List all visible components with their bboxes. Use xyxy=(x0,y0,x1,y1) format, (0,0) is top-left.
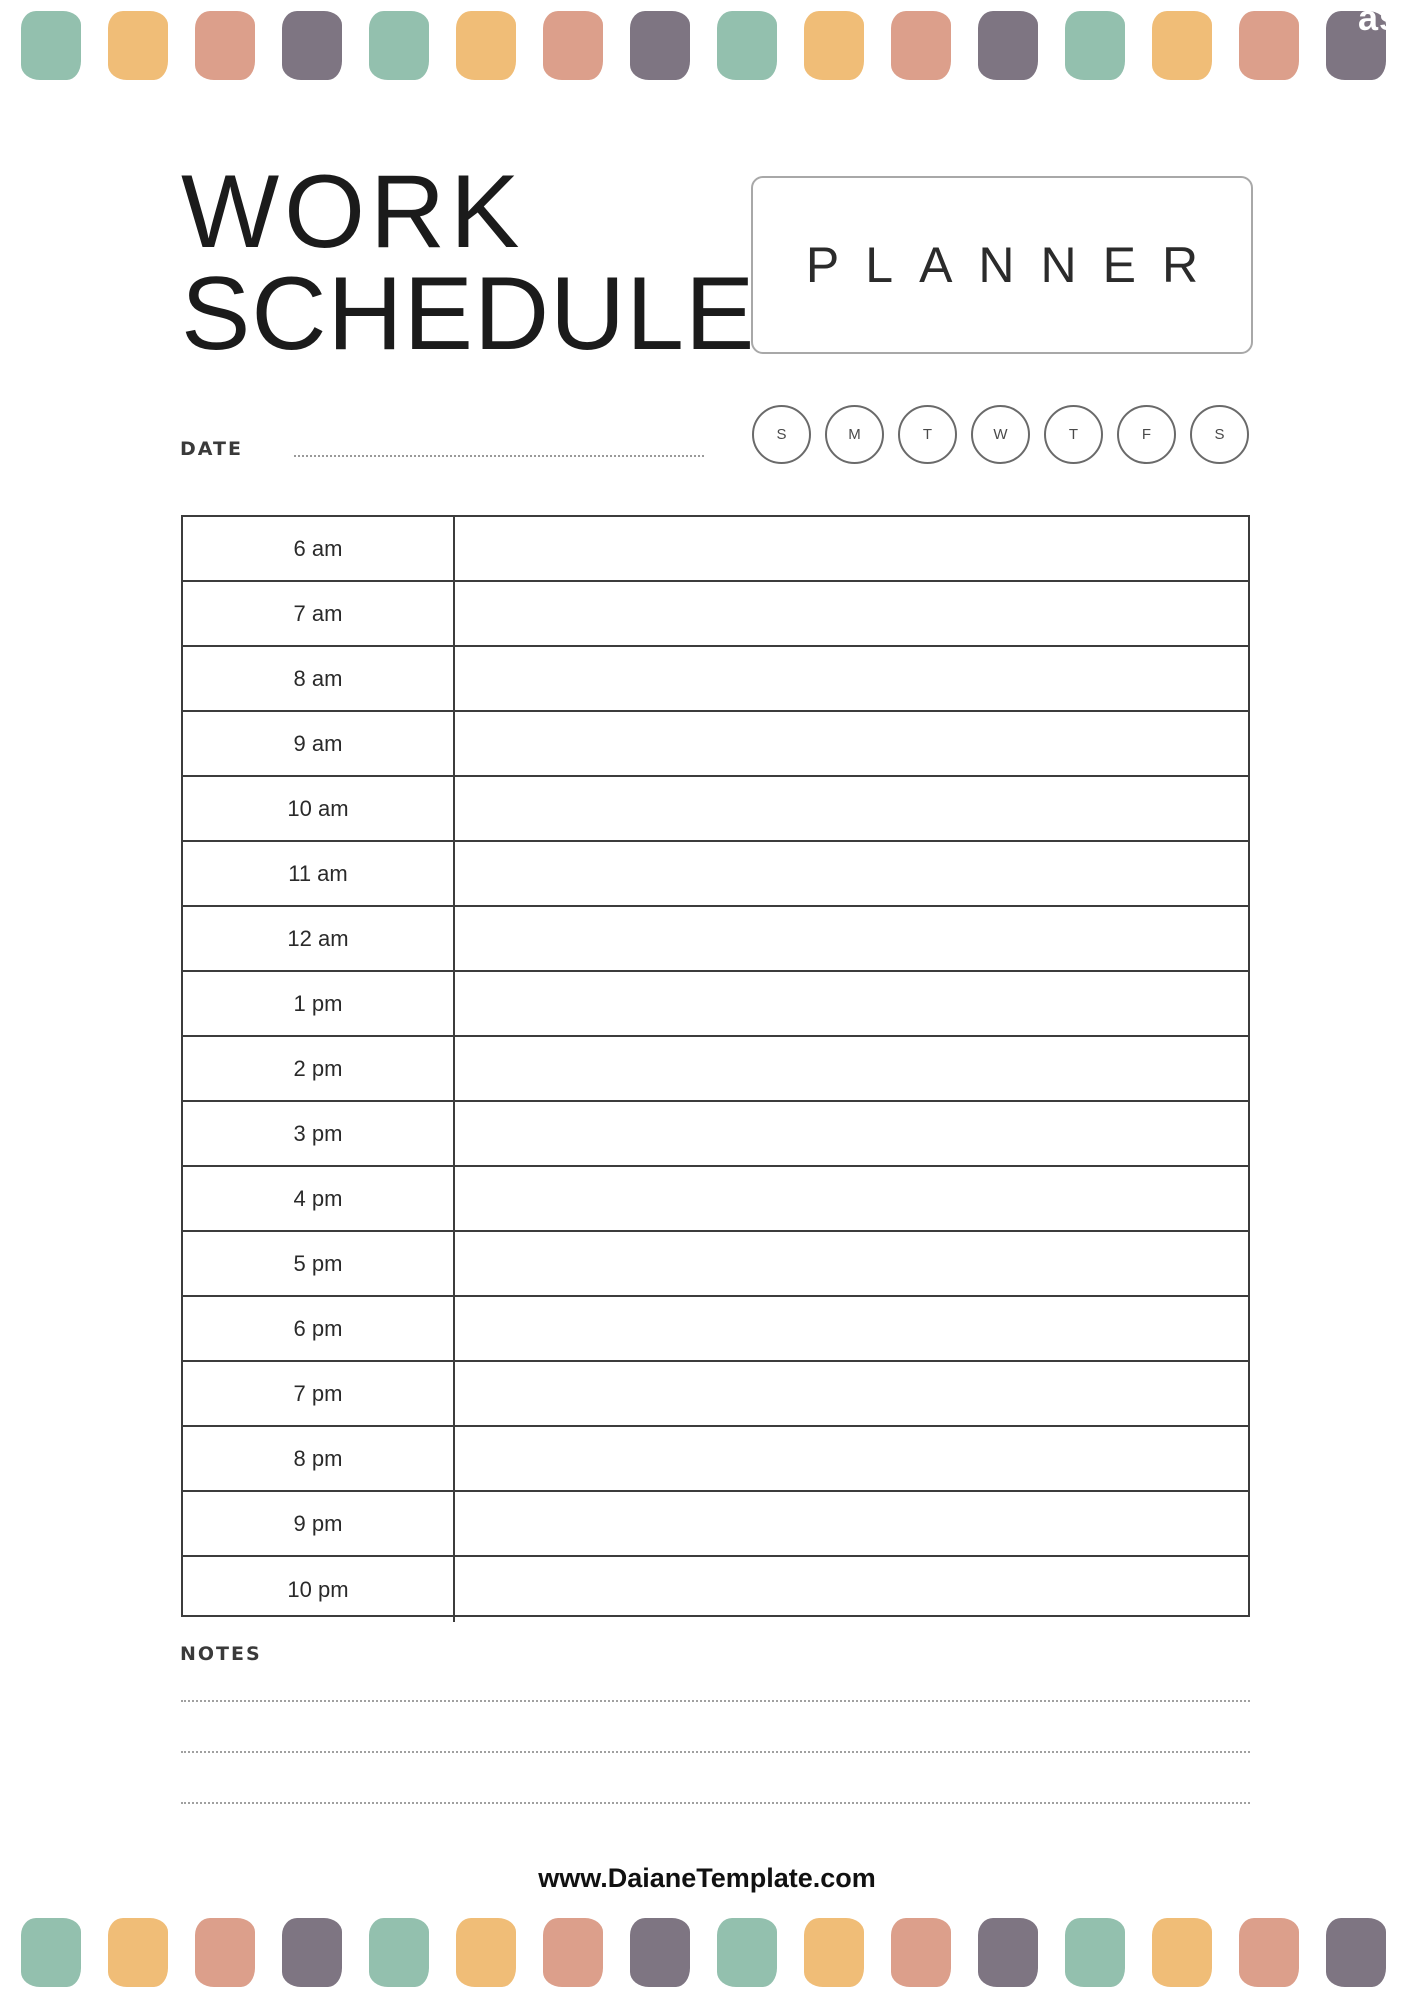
schedule-entry[interactable] xyxy=(455,1557,1248,1622)
footer-website: www.DaianeTemplate.com xyxy=(538,1863,876,1893)
title-schedule: SCHEDULE xyxy=(181,256,756,372)
schedule-entry[interactable] xyxy=(455,712,1248,775)
time-label: 6 am xyxy=(183,517,455,580)
schedule-entry[interactable] xyxy=(455,972,1248,1035)
time-label: 4 pm xyxy=(183,1167,455,1230)
time-label: 5 pm xyxy=(183,1232,455,1295)
schedule-row xyxy=(183,517,1248,582)
time-label: 11 am xyxy=(183,842,455,905)
schedule-entry[interactable] xyxy=(455,907,1248,970)
date-label: DATE xyxy=(180,438,243,460)
time-label: 2 pm xyxy=(183,1037,455,1100)
time-label: 10 pm xyxy=(183,1557,455,1622)
color-swatch xyxy=(891,1918,951,1987)
schedule-entry[interactable] xyxy=(455,1037,1248,1100)
color-swatch xyxy=(717,11,777,80)
schedule-row xyxy=(183,1102,1248,1167)
schedule-row xyxy=(183,1557,1248,1622)
color-swatch xyxy=(282,1918,342,1987)
weekday-circle[interactable]: W xyxy=(971,405,1030,464)
color-swatch xyxy=(1152,11,1212,80)
color-swatch xyxy=(369,1918,429,1987)
decorative-top-border xyxy=(0,0,1414,81)
time-label: 8 pm xyxy=(183,1427,455,1490)
color-swatch xyxy=(630,1918,690,1987)
color-swatch xyxy=(21,1918,81,1987)
color-swatch xyxy=(369,11,429,80)
weekday-circle[interactable]: S xyxy=(1190,405,1249,464)
schedule-entry[interactable] xyxy=(455,517,1248,580)
time-label: 1 pm xyxy=(183,972,455,1035)
schedule-row xyxy=(183,1427,1248,1492)
color-swatch xyxy=(456,1918,516,1987)
note-line[interactable] xyxy=(181,1700,1250,1702)
weekday-circle[interactable]: M xyxy=(825,405,884,464)
color-swatch xyxy=(804,1918,864,1987)
schedule-row xyxy=(183,1232,1248,1297)
time-label: 3 pm xyxy=(183,1102,455,1165)
schedule-row xyxy=(183,582,1248,647)
schedule-table xyxy=(181,515,1250,1617)
schedule-entry[interactable] xyxy=(455,1167,1248,1230)
time-label: 6 pm xyxy=(183,1297,455,1360)
schedule-row xyxy=(183,907,1248,972)
color-swatch xyxy=(978,11,1038,80)
color-swatch xyxy=(804,11,864,80)
color-swatch xyxy=(543,11,603,80)
decorative-bottom-border xyxy=(0,1918,1414,1988)
schedule-entry[interactable] xyxy=(455,1297,1248,1360)
schedule-row xyxy=(183,842,1248,907)
title-work: WORK xyxy=(181,154,525,270)
schedule-row xyxy=(183,1167,1248,1232)
color-swatch xyxy=(195,1918,255,1987)
schedule-entry[interactable] xyxy=(455,647,1248,710)
time-label: 7 am xyxy=(183,582,455,645)
schedule-entry[interactable] xyxy=(455,1427,1248,1490)
time-label: 7 pm xyxy=(183,1362,455,1425)
schedule-entry[interactable] xyxy=(455,842,1248,905)
planner-badge xyxy=(751,176,1253,354)
corner-text: as xyxy=(1357,0,1400,38)
color-swatch xyxy=(717,1918,777,1987)
time-label: 12 am xyxy=(183,907,455,970)
schedule-row xyxy=(183,712,1248,777)
schedule-row xyxy=(183,1297,1248,1362)
time-label: 8 am xyxy=(183,647,455,710)
notes-label: NOTES xyxy=(180,1643,262,1665)
color-swatch xyxy=(456,11,516,80)
schedule-entry[interactable] xyxy=(455,582,1248,645)
color-swatch xyxy=(108,11,168,80)
schedule-entry[interactable] xyxy=(455,1232,1248,1295)
schedule-row xyxy=(183,972,1248,1037)
note-line[interactable] xyxy=(181,1751,1250,1753)
note-line[interactable] xyxy=(181,1802,1250,1804)
color-swatch xyxy=(891,11,951,80)
schedule-row xyxy=(183,1037,1248,1102)
color-swatch xyxy=(21,11,81,80)
schedule-row xyxy=(183,1362,1248,1427)
color-swatch xyxy=(108,1918,168,1987)
color-swatch xyxy=(1239,1918,1299,1987)
schedule-entry[interactable] xyxy=(455,1362,1248,1425)
weekday-circle[interactable]: T xyxy=(898,405,957,464)
time-label: 9 pm xyxy=(183,1492,455,1555)
schedule-row xyxy=(183,1492,1248,1557)
color-swatch xyxy=(1065,1918,1125,1987)
color-swatch xyxy=(978,1918,1038,1987)
color-swatch xyxy=(1239,11,1299,80)
color-swatch xyxy=(195,11,255,80)
weekday-circle[interactable]: S xyxy=(752,405,811,464)
date-field[interactable] xyxy=(294,455,704,457)
color-swatch xyxy=(1326,1918,1386,1987)
schedule-entry[interactable] xyxy=(455,1102,1248,1165)
color-swatch xyxy=(543,1918,603,1987)
schedule-entry[interactable] xyxy=(455,1492,1248,1555)
color-swatch xyxy=(1065,11,1125,80)
color-swatch xyxy=(282,11,342,80)
time-label: 9 am xyxy=(183,712,455,775)
schedule-entry[interactable] xyxy=(455,777,1248,840)
color-swatch xyxy=(1152,1918,1212,1987)
schedule-row xyxy=(183,777,1248,842)
planner-label: PLANNER xyxy=(805,237,1225,293)
time-label: 10 am xyxy=(183,777,455,840)
weekday-circle[interactable]: F xyxy=(1117,405,1176,464)
color-swatch xyxy=(630,11,690,80)
schedule-row xyxy=(183,647,1248,712)
weekday-circle[interactable]: T xyxy=(1044,405,1103,464)
